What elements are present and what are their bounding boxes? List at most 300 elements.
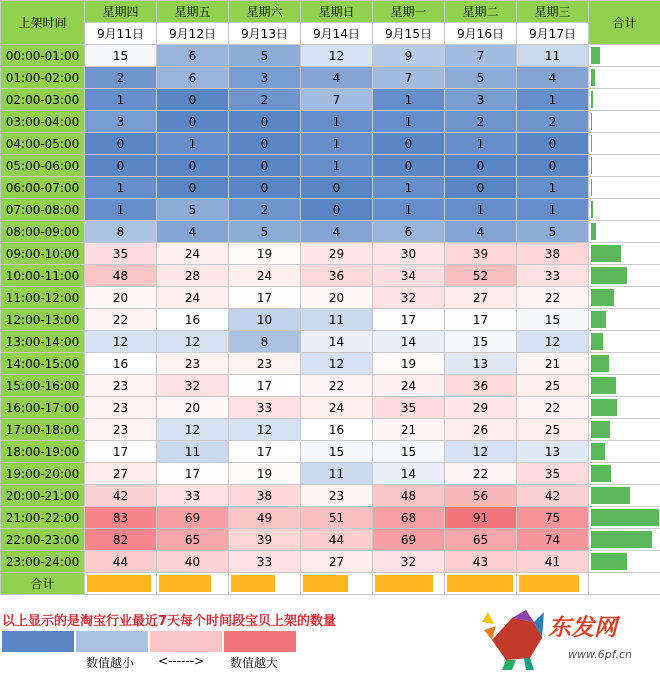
- value-cell: 17: [157, 463, 229, 485]
- value-cell: 19: [373, 353, 445, 375]
- value-cell: 5: [157, 199, 229, 221]
- value-cell: 1: [373, 199, 445, 221]
- table-row: [1, 265, 660, 287]
- column-total-bar: [159, 575, 211, 592]
- row-total-cell: [589, 331, 660, 353]
- row-total-bar: [591, 333, 603, 350]
- column-total-bar: [519, 575, 579, 592]
- day-name-header: 星期一: [373, 1, 445, 23]
- day-date-header: 9月14日: [301, 23, 373, 45]
- table-row: [1, 441, 660, 463]
- row-total-cell: [589, 309, 660, 331]
- row-total-cell: [589, 111, 660, 133]
- value-cell: 0: [229, 177, 301, 199]
- value-cell: 21: [517, 353, 589, 375]
- value-cell: 68: [373, 507, 445, 529]
- day-date-header: 9月16日: [445, 23, 517, 45]
- value-cell: 12: [445, 441, 517, 463]
- value-cell: 39: [229, 529, 301, 551]
- time-slot-label: 20:00-21:00: [1, 485, 85, 507]
- value-cell: 10: [229, 309, 301, 331]
- value-cell: 1: [85, 89, 157, 111]
- value-cell: 0: [157, 155, 229, 177]
- value-cell: 8: [229, 331, 301, 353]
- value-cell: 17: [373, 309, 445, 331]
- value-cell: 24: [157, 287, 229, 309]
- row-total-bar: [591, 91, 593, 108]
- column-total-cell: [517, 573, 589, 595]
- value-cell: 5: [229, 45, 301, 67]
- footer-label: 合计: [1, 573, 85, 595]
- value-cell: 7: [445, 45, 517, 67]
- value-cell: 15: [517, 309, 589, 331]
- value-cell: 19: [229, 463, 301, 485]
- row-total-cell: [589, 529, 660, 551]
- row-total-bar: [591, 465, 611, 482]
- value-cell: 6: [157, 67, 229, 89]
- row-total-cell: [589, 45, 660, 67]
- column-total-cell: [229, 573, 301, 595]
- row-total-bar: [591, 509, 659, 526]
- value-cell: 9: [373, 45, 445, 67]
- value-cell: 8: [85, 221, 157, 243]
- value-cell: 21: [373, 419, 445, 441]
- value-cell: 0: [229, 155, 301, 177]
- value-cell: 2: [229, 199, 301, 221]
- value-cell: 5: [445, 67, 517, 89]
- column-total-bar: [375, 575, 433, 592]
- value-cell: 25: [517, 419, 589, 441]
- value-cell: 2: [517, 111, 589, 133]
- value-cell: 17: [229, 441, 301, 463]
- day-name-header: 星期六: [229, 1, 301, 23]
- value-cell: 3: [85, 111, 157, 133]
- column-total-cell: [157, 573, 229, 595]
- row-total-cell: [589, 155, 660, 177]
- value-cell: 5: [229, 221, 301, 243]
- value-cell: 11: [517, 45, 589, 67]
- value-cell: 28: [157, 265, 229, 287]
- value-cell: 16: [85, 353, 157, 375]
- legend-left-label: 数值越小: [86, 656, 135, 670]
- time-slot-label: 02:00-03:00: [1, 89, 85, 111]
- value-cell: 23: [85, 419, 157, 441]
- time-slot-label: 14:00-15:00: [1, 353, 85, 375]
- value-cell: 20: [85, 287, 157, 309]
- row-total-bar: [591, 47, 600, 64]
- row-total-cell: [589, 353, 660, 375]
- value-cell: 11: [301, 309, 373, 331]
- value-cell: 39: [445, 243, 517, 265]
- table-row: [1, 397, 660, 419]
- table-row: [1, 463, 660, 485]
- value-cell: 24: [301, 397, 373, 419]
- table-row: [1, 111, 660, 133]
- column-total-cell: [301, 573, 373, 595]
- row-total-cell: [589, 67, 660, 89]
- table-row: [1, 375, 660, 397]
- value-cell: 33: [517, 265, 589, 287]
- legend-swatch: [2, 631, 74, 652]
- value-cell: 38: [229, 485, 301, 507]
- value-cell: 22: [85, 309, 157, 331]
- value-cell: 0: [445, 177, 517, 199]
- value-cell: 14: [373, 463, 445, 485]
- row-total-bar: [591, 135, 592, 152]
- table-row: [1, 155, 660, 177]
- value-cell: 13: [517, 441, 589, 463]
- value-cell: 33: [229, 551, 301, 573]
- value-cell: 75: [517, 507, 589, 529]
- value-cell: 32: [373, 287, 445, 309]
- value-cell: 2: [85, 67, 157, 89]
- row-total-bar: [591, 179, 592, 196]
- time-slot-label: 07:00-08:00: [1, 199, 85, 221]
- row-total-bar: [591, 113, 592, 130]
- value-cell: 20: [301, 287, 373, 309]
- value-cell: 33: [229, 397, 301, 419]
- legend-swatch: [150, 631, 222, 652]
- table-row: [1, 419, 660, 441]
- value-cell: 38: [517, 243, 589, 265]
- value-cell: 23: [157, 353, 229, 375]
- value-cell: 19: [229, 243, 301, 265]
- value-cell: 12: [301, 353, 373, 375]
- logo-text: 东发网: [548, 614, 617, 641]
- row-total-bar: [591, 443, 605, 460]
- value-cell: 2: [229, 89, 301, 111]
- value-cell: 17: [229, 287, 301, 309]
- day-name-header: 星期三: [517, 1, 589, 23]
- value-cell: 27: [301, 551, 373, 573]
- value-cell: 41: [517, 551, 589, 573]
- value-cell: 16: [301, 419, 373, 441]
- value-cell: 1: [373, 89, 445, 111]
- value-cell: 48: [373, 485, 445, 507]
- row-total-cell: [589, 199, 660, 221]
- value-cell: 32: [373, 551, 445, 573]
- value-cell: 4: [517, 67, 589, 89]
- row-total-bar: [591, 157, 592, 174]
- value-cell: 3: [445, 89, 517, 111]
- value-cell: 22: [445, 463, 517, 485]
- value-cell: 16: [157, 309, 229, 331]
- value-cell: 13: [445, 353, 517, 375]
- value-cell: 12: [157, 419, 229, 441]
- row-total-cell: [589, 463, 660, 485]
- value-cell: 12: [301, 45, 373, 67]
- value-cell: 65: [157, 529, 229, 551]
- day-date-header: 9月11日: [85, 23, 157, 45]
- value-cell: 0: [157, 89, 229, 111]
- value-cell: 0: [373, 155, 445, 177]
- value-cell: 0: [445, 155, 517, 177]
- day-name-header: 星期五: [157, 1, 229, 23]
- time-slot-label: 05:00-06:00: [1, 155, 85, 177]
- row-total-cell: [589, 551, 660, 573]
- time-slot-label: 11:00-12:00: [1, 287, 85, 309]
- table-row: [1, 529, 660, 551]
- value-cell: 0: [517, 155, 589, 177]
- value-cell: 1: [301, 133, 373, 155]
- value-cell: 1: [373, 177, 445, 199]
- time-slot-label: 09:00-10:00: [1, 243, 85, 265]
- value-cell: 17: [445, 309, 517, 331]
- time-slot-label: 17:00-18:00: [1, 419, 85, 441]
- value-cell: 15: [85, 45, 157, 67]
- value-cell: 69: [157, 507, 229, 529]
- time-slot-label: 00:00-01:00: [1, 45, 85, 67]
- value-cell: 24: [373, 375, 445, 397]
- value-cell: 35: [373, 397, 445, 419]
- row-total-bar: [591, 355, 609, 372]
- row-total-cell: [589, 265, 660, 287]
- value-cell: 27: [445, 287, 517, 309]
- value-cell: 11: [301, 463, 373, 485]
- value-cell: 1: [445, 199, 517, 221]
- value-cell: 0: [229, 111, 301, 133]
- value-cell: 35: [517, 463, 589, 485]
- footer-row: [1, 573, 660, 595]
- column-total-bar: [87, 575, 151, 592]
- value-cell: 42: [85, 485, 157, 507]
- row-total-bar: [591, 223, 596, 240]
- value-cell: 12: [229, 419, 301, 441]
- value-cell: 4: [301, 67, 373, 89]
- time-slot-label: 12:00-13:00: [1, 309, 85, 331]
- row-total-bar: [591, 289, 614, 306]
- value-cell: 52: [445, 265, 517, 287]
- value-cell: 6: [373, 221, 445, 243]
- time-slot-label: 01:00-02:00: [1, 67, 85, 89]
- table-row: [1, 485, 660, 507]
- value-cell: 1: [85, 199, 157, 221]
- value-cell: 12: [157, 331, 229, 353]
- value-cell: 23: [85, 397, 157, 419]
- row-total-cell: [589, 89, 660, 111]
- value-cell: 1: [85, 177, 157, 199]
- row-total-cell: [589, 397, 660, 419]
- time-slot-label: 03:00-04:00: [1, 111, 85, 133]
- time-slot-label: 08:00-09:00: [1, 221, 85, 243]
- value-cell: 1: [517, 177, 589, 199]
- row-total-cell: [589, 485, 660, 507]
- table-row: [1, 507, 660, 529]
- column-total-cell: [373, 573, 445, 595]
- value-cell: 4: [445, 221, 517, 243]
- time-slot-label: 06:00-07:00: [1, 177, 85, 199]
- day-date-header: 9月13日: [229, 23, 301, 45]
- table-row: [1, 177, 660, 199]
- day-date-header: 9月17日: [517, 23, 589, 45]
- value-cell: 30: [373, 243, 445, 265]
- footer-empty-cell: [589, 573, 660, 595]
- value-cell: 15: [373, 441, 445, 463]
- time-slot-label: 18:00-19:00: [1, 441, 85, 463]
- value-cell: 1: [517, 89, 589, 111]
- logo-url: www.6pf.cn: [568, 648, 632, 661]
- value-cell: 14: [373, 331, 445, 353]
- value-cell: 49: [229, 507, 301, 529]
- value-cell: 2: [445, 111, 517, 133]
- value-cell: 22: [517, 397, 589, 419]
- row-total-cell: [589, 419, 660, 441]
- value-cell: 48: [85, 265, 157, 287]
- value-cell: 1: [301, 155, 373, 177]
- row-total-cell: [589, 287, 660, 309]
- column-total-bar: [231, 575, 275, 592]
- corner-header: 上架时间: [1, 1, 85, 45]
- value-cell: 25: [517, 375, 589, 397]
- value-cell: 5: [517, 221, 589, 243]
- time-slot-label: 10:00-11:00: [1, 265, 85, 287]
- value-cell: 69: [373, 529, 445, 551]
- value-cell: 24: [229, 265, 301, 287]
- value-cell: 36: [301, 265, 373, 287]
- row-total-cell: [589, 243, 660, 265]
- day-name-header: 星期四: [85, 1, 157, 23]
- row-total-cell: [589, 507, 660, 529]
- value-cell: 0: [301, 177, 373, 199]
- value-cell: 24: [157, 243, 229, 265]
- time-slot-label: 04:00-05:00: [1, 133, 85, 155]
- row-total-cell: [589, 441, 660, 463]
- value-cell: 1: [157, 133, 229, 155]
- value-cell: 0: [517, 133, 589, 155]
- row-total-cell: [589, 375, 660, 397]
- value-cell: 56: [445, 485, 517, 507]
- time-slot-label: 21:00-22:00: [1, 507, 85, 529]
- value-cell: 20: [157, 397, 229, 419]
- value-cell: 36: [445, 375, 517, 397]
- value-cell: 1: [373, 111, 445, 133]
- column-total-bar: [303, 575, 348, 592]
- value-cell: 33: [157, 485, 229, 507]
- row-total-bar: [591, 69, 595, 86]
- table-row: [1, 67, 660, 89]
- value-cell: 22: [301, 375, 373, 397]
- row-total-bar: [591, 487, 630, 504]
- value-cell: 26: [445, 419, 517, 441]
- value-cell: 27: [85, 463, 157, 485]
- day-name-header: 星期日: [301, 1, 373, 23]
- table-row: [1, 89, 660, 111]
- value-cell: 83: [85, 507, 157, 529]
- table-row: [1, 331, 660, 353]
- value-cell: 12: [517, 331, 589, 353]
- value-cell: 7: [301, 89, 373, 111]
- value-cell: 0: [229, 133, 301, 155]
- table-row: [1, 287, 660, 309]
- time-slot-label: 23:00-24:00: [1, 551, 85, 573]
- column-total-bar: [447, 575, 513, 592]
- row-total-bar: [591, 377, 616, 394]
- row-total-bar: [591, 201, 593, 218]
- value-cell: 0: [157, 177, 229, 199]
- row-total-cell: [589, 133, 660, 155]
- table-row: [1, 309, 660, 331]
- value-cell: 32: [157, 375, 229, 397]
- row-total-bar: [591, 553, 627, 570]
- row-total-bar: [591, 311, 606, 328]
- value-cell: 6: [157, 45, 229, 67]
- value-cell: 91: [445, 507, 517, 529]
- legend-right-label: 数值越大: [230, 656, 279, 670]
- value-cell: 0: [373, 133, 445, 155]
- row-total-bar: [591, 421, 610, 438]
- day-name-header: 星期二: [445, 1, 517, 23]
- value-cell: 1: [445, 133, 517, 155]
- value-cell: 0: [157, 111, 229, 133]
- row-total-bar: [591, 267, 627, 284]
- table-row: [1, 353, 660, 375]
- table-row: [1, 221, 660, 243]
- row-total-bar: [591, 245, 621, 262]
- day-date-header: 9月12日: [157, 23, 229, 45]
- table-row: [1, 133, 660, 155]
- time-slot-label: 19:00-20:00: [1, 463, 85, 485]
- value-cell: 15: [445, 331, 517, 353]
- value-cell: 22: [517, 287, 589, 309]
- value-cell: 1: [301, 111, 373, 133]
- value-cell: 23: [229, 353, 301, 375]
- caption: 以上显示的是淘宝行业最近7天每个时间段宝贝上架的数量: [2, 614, 337, 629]
- table-row: [1, 243, 660, 265]
- row-total-bar: [591, 399, 617, 416]
- value-cell: 4: [157, 221, 229, 243]
- value-cell: 3: [229, 67, 301, 89]
- value-cell: 43: [445, 551, 517, 573]
- value-cell: 44: [85, 551, 157, 573]
- value-cell: 34: [373, 265, 445, 287]
- legend-swatch: [76, 631, 148, 652]
- value-cell: 17: [229, 375, 301, 397]
- legend-swatch: [224, 631, 296, 652]
- column-total-cell: [445, 573, 517, 595]
- value-cell: 29: [445, 397, 517, 419]
- value-cell: 29: [301, 243, 373, 265]
- time-slot-label: 22:00-23:00: [1, 529, 85, 551]
- total-header: 合计: [589, 1, 660, 45]
- value-cell: 7: [373, 67, 445, 89]
- legend-arrow: <------>: [158, 654, 205, 668]
- value-cell: 0: [85, 133, 157, 155]
- column-total-cell: [85, 573, 157, 595]
- table-row: [1, 551, 660, 573]
- value-cell: 44: [301, 529, 373, 551]
- value-cell: 0: [85, 155, 157, 177]
- value-cell: 14: [301, 331, 373, 353]
- row-total-bar: [591, 531, 652, 548]
- value-cell: 23: [85, 375, 157, 397]
- value-cell: 11: [157, 441, 229, 463]
- value-cell: 0: [301, 199, 373, 221]
- table-row: [1, 199, 660, 221]
- table-row: [1, 45, 660, 67]
- value-cell: 35: [85, 243, 157, 265]
- value-cell: 15: [301, 441, 373, 463]
- time-slot-label: 16:00-17:00: [1, 397, 85, 419]
- row-total-cell: [589, 177, 660, 199]
- value-cell: 51: [301, 507, 373, 529]
- value-cell: 23: [301, 485, 373, 507]
- value-cell: 42: [517, 485, 589, 507]
- value-cell: 65: [445, 529, 517, 551]
- day-date-header: 9月15日: [373, 23, 445, 45]
- value-cell: 82: [85, 529, 157, 551]
- value-cell: 4: [301, 221, 373, 243]
- row-total-cell: [589, 221, 660, 243]
